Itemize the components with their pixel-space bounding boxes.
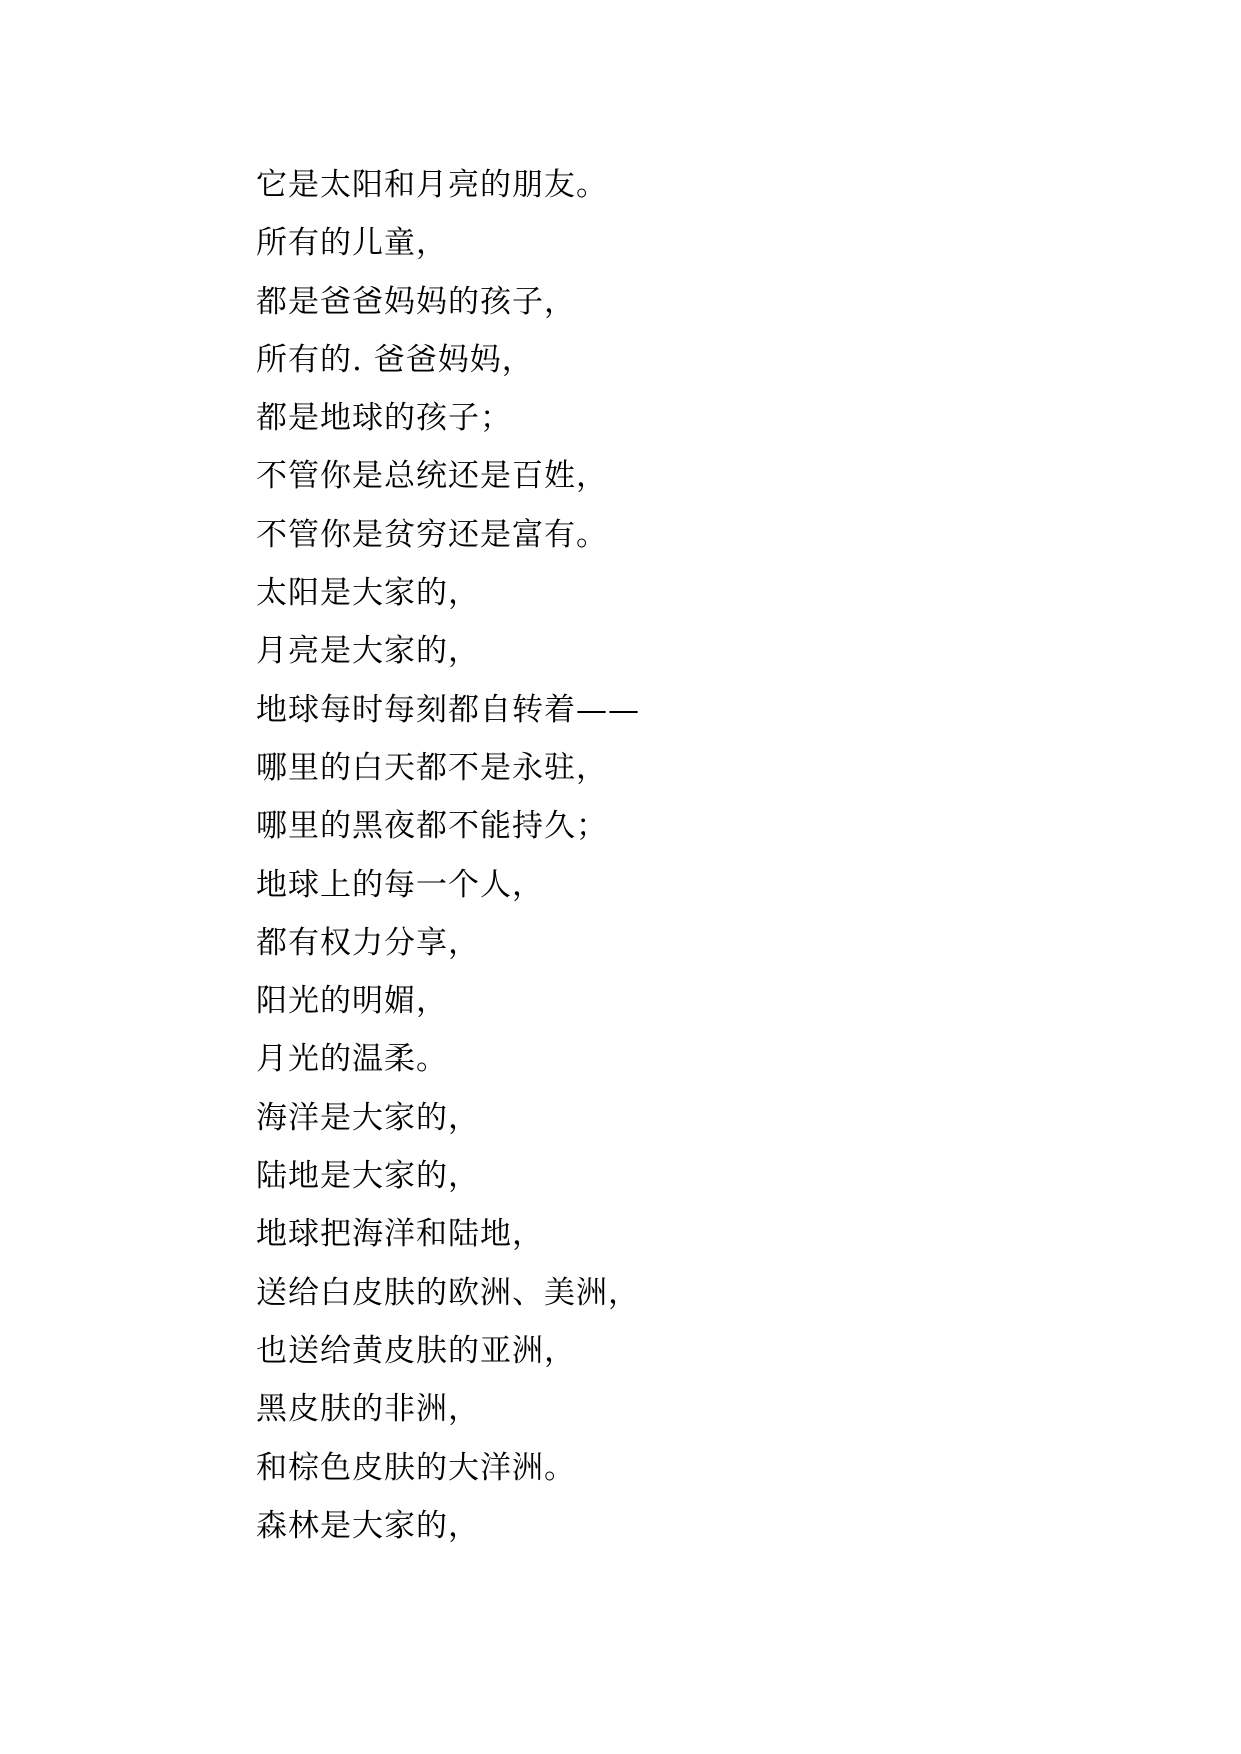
poem-line: 它是太阳和月亮的朋友。 bbox=[256, 167, 608, 203]
poem-line: 地球把海洋和陆地， bbox=[256, 1216, 544, 1253]
poem-line: 不管你是总统还是百姓， bbox=[256, 458, 608, 495]
poem-line: 不管你是贫穷还是富有。 bbox=[256, 516, 608, 553]
poem-line: 陆地是大家的， bbox=[256, 1158, 480, 1195]
poem-line: 都是地球的孩子； bbox=[256, 400, 512, 437]
poem-text bbox=[256, 156, 640, 1555]
poem-line: 哪里的白天都不是永驻， bbox=[256, 749, 608, 786]
poem-line: 也送给黄皮肤的亚洲， bbox=[256, 1332, 576, 1369]
poem-line: 都是爸爸妈妈的孩子， bbox=[256, 283, 576, 320]
poem-line: 所有的儿童， bbox=[256, 225, 448, 262]
poem-line: 和棕色皮肤的大洋洲。 bbox=[256, 1449, 576, 1486]
poem-line: 森林是大家的， bbox=[256, 1507, 480, 1544]
poem-line: 哪里的黑夜都不能持久； bbox=[256, 808, 608, 845]
poem-line: 海洋是大家的， bbox=[256, 1099, 480, 1136]
poem-line: 都有权力分享， bbox=[256, 924, 480, 961]
poem-line: 地球每时每刻都自转着—— bbox=[256, 691, 640, 728]
poem-line: 地球上的每一个人， bbox=[256, 866, 544, 903]
poem-line: 阳光的明媚， bbox=[256, 983, 448, 1020]
poem-line: 太阳是大家的， bbox=[256, 575, 480, 612]
poem-line: 月光的温柔。 bbox=[256, 1041, 448, 1078]
poem-line: 黑皮肤的非洲， bbox=[256, 1391, 480, 1428]
poem-line: 月亮是大家的， bbox=[256, 633, 480, 670]
poem-line: 送给白皮肤的欧洲、美洲， bbox=[256, 1274, 640, 1311]
poem-line: 所有的. 爸爸妈妈， bbox=[256, 341, 534, 378]
